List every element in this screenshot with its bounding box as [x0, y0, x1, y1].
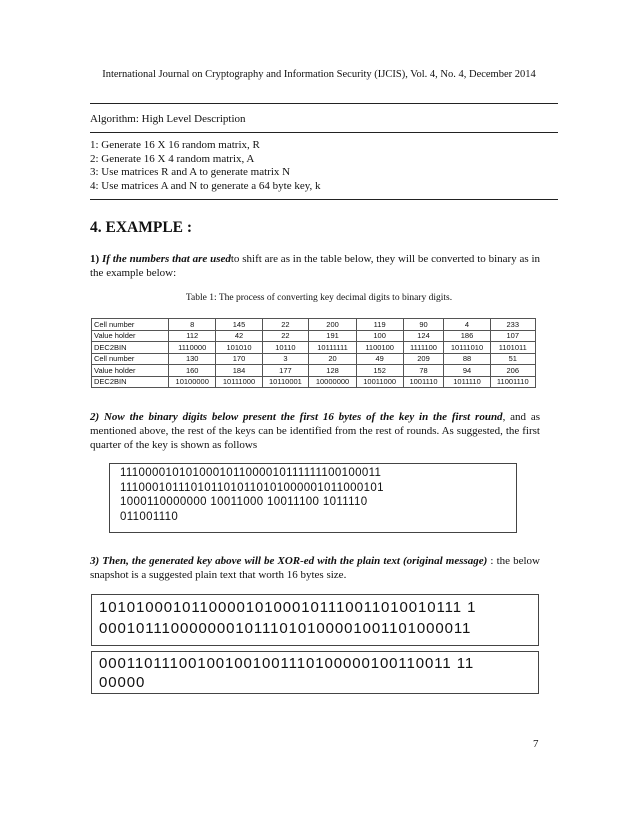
conversion-table-body — [92, 319, 536, 388]
table-cell: 10011000 — [356, 376, 403, 388]
table-cell: 186 — [444, 330, 490, 342]
table-cell: 170 — [216, 353, 262, 365]
table-row — [92, 353, 536, 365]
paragraph-3-text: : the below snapshot is a suggested plain text that worth 16 bytes size. — [90, 555, 540, 581]
algorithm-step: 2: Generate 16 X 4 random matrix, A — [90, 152, 255, 165]
table-cell: 8 — [169, 319, 216, 331]
algorithm-title: Algorithm: High Level Description — [90, 113, 246, 125]
table-cell: 200 — [309, 319, 356, 331]
table-cell: 90 — [403, 319, 444, 331]
running-header: International Journal on Cryptography and Information Security (IJCIS), Vol. 4, No. 4, December 2014 — [102, 69, 536, 80]
paragraph-1-text: to shift are as in the table below, they will be converted to binary as in the example below: — [90, 253, 540, 279]
table-cell: 22 — [262, 319, 309, 331]
table-cell: 1111100 — [403, 342, 444, 354]
key-binary-snapshot — [109, 463, 517, 533]
table-cell: 112 — [169, 330, 216, 342]
table-cell: 177 — [262, 365, 309, 377]
table-cell: 184 — [216, 365, 262, 377]
key-binary-line: 1000110000000 10011000 10011100 1011110 — [120, 496, 368, 508]
plaintext-binary-line: 00000 — [99, 674, 146, 691]
key-binary-line: 011001110 — [120, 510, 179, 523]
algorithm-top-rule — [90, 103, 558, 104]
table-cell: 10110001 — [262, 376, 309, 388]
table-cell: 11001110 — [490, 376, 535, 388]
table-cell: 119 — [356, 319, 403, 331]
table-cell: 107 — [490, 330, 535, 342]
paragraph-3 — [90, 555, 540, 583]
algorithm-steps — [90, 139, 321, 193]
table-row — [92, 330, 536, 342]
paragraph-1 — [90, 253, 540, 281]
table-cell: 3 — [262, 353, 309, 365]
table-row — [92, 365, 536, 377]
table-cell: 42 — [216, 330, 262, 342]
table-cell: 124 — [403, 330, 444, 342]
row-header-cell: Value holder — [92, 365, 169, 377]
table-cell: 10111010 — [444, 342, 490, 354]
row-header-cell: Value holder — [92, 330, 169, 342]
table-cell: 10111000 — [216, 376, 262, 388]
table-cell: 49 — [356, 353, 403, 365]
row-header-cell: DEC2BIN — [92, 342, 169, 354]
table-cell: 1100100 — [356, 342, 403, 354]
table-cell: 128 — [309, 365, 356, 377]
table-cell: 152 — [356, 365, 403, 377]
plaintext-binary-line: 00010111000000010111010100001001101000011 — [99, 620, 472, 637]
table-cell: 78 — [403, 365, 444, 377]
paragraph-2-text: , and as mentioned above, the rest of the keys can be identified from the rest of rounds. As suggested, the first quarter of the key is shown as follows — [90, 411, 540, 451]
key-binary-line: 1110000101010001011000010111111100100011 — [120, 467, 382, 479]
page-number: 7 — [533, 738, 539, 750]
table-row — [92, 376, 536, 388]
row-header-cell: DEC2BIN — [92, 376, 169, 388]
conversion-table — [91, 318, 536, 388]
table-cell: 10110 — [262, 342, 309, 354]
plaintext-binary-snapshot-1 — [91, 594, 539, 646]
algorithm-mid-rule — [90, 132, 558, 133]
plaintext-binary-snapshot-2 — [91, 651, 539, 694]
algorithm-step: 3: Use matrices R and A to generate matrix N — [90, 166, 291, 178]
row-header-cell: Cell number — [92, 353, 169, 365]
table-cell: 1101011 — [490, 342, 535, 354]
table-cell: 233 — [490, 319, 535, 331]
key-binary-line: 1110001011101011010110101000001011000101 — [120, 481, 384, 494]
table-cell: 1011110 — [444, 376, 490, 388]
table-cell: 10000000 — [309, 376, 356, 388]
algorithm-bottom-rule — [90, 199, 558, 200]
table-cell: 88 — [444, 353, 490, 365]
table-cell: 191 — [309, 330, 356, 342]
table-cell: 1001110 — [403, 376, 444, 388]
table-cell: 10111111 — [309, 342, 356, 354]
table-cell: 130 — [169, 353, 216, 365]
table-cell: 160 — [169, 365, 216, 377]
table-cell: 101010 — [216, 342, 262, 354]
plaintext-binary-line: 000110111001001001001110100000100110011 11 — [99, 655, 475, 672]
table-cell: 51 — [490, 353, 535, 365]
paragraph-2-emphasis: 2) Now the binary digits below present the first 16 bytes of the key in the first round — [90, 411, 503, 423]
section-title: 4. EXAMPLE : — [90, 219, 193, 236]
table-row — [92, 342, 536, 354]
table-cell: 10100000 — [169, 376, 216, 388]
table-cell: 94 — [444, 365, 490, 377]
table-row — [92, 319, 536, 331]
paragraph-1-emphasis: If the numbers that are used — [101, 253, 231, 265]
plaintext-binary-line: 1010100010110000101000101110011010010111 1 — [99, 599, 477, 616]
paragraph-2 — [90, 411, 540, 452]
table-cell: 100 — [356, 330, 403, 342]
algorithm-step: 4: Use matrices A and N to generate a 64 byte key, k — [90, 179, 321, 192]
table-caption: Table 1: The process of converting key decimal digits to binary digits. — [185, 293, 453, 303]
table-cell: 20 — [309, 353, 356, 365]
paragraph-1-number: 1) — [90, 253, 100, 265]
table-cell: 206 — [490, 365, 535, 377]
paragraph-3-emphasis: 3) Then, the generated key above will be XOR-ed with the plain text (original message) — [90, 555, 488, 567]
row-header-cell: Cell number — [92, 319, 169, 331]
table-cell: 22 — [262, 330, 309, 342]
table-cell: 209 — [403, 353, 444, 365]
table-cell: 145 — [216, 319, 262, 331]
table-cell: 4 — [444, 319, 490, 331]
table-cell: 1110000 — [169, 342, 216, 354]
algorithm-step: 1: Generate 16 X 16 random matrix, R — [90, 139, 260, 151]
